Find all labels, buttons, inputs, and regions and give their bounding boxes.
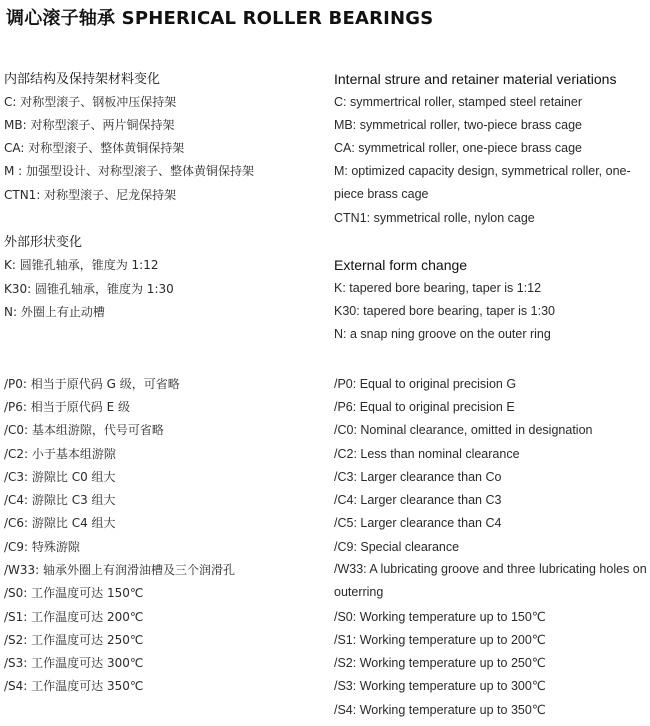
list-item: /C0: Nominal clearance, omitted in designation <box>334 423 593 437</box>
section-heading: 外部形状变化 <box>4 235 83 250</box>
list-item: N: a snap ning groove on the outer ring <box>334 327 551 341</box>
list-item: /W33: A lubricating groove and three lubricating holes on outerring <box>334 562 647 599</box>
list-item: /S2: 工作温度可达 250℃ <box>4 633 144 647</box>
list-item: /S1: Working temperature up to 200℃ <box>334 633 546 647</box>
list-item: M: optimized capacity design, symmetrical roller, one-piece brass cage <box>334 164 631 201</box>
list-item: /S3: 工作温度可达 300℃ <box>4 656 144 670</box>
list-item: /S3: Working temperature up to 300℃ <box>334 679 546 693</box>
list-item: /P0: 相当于原代码 G 级，可省略 <box>4 377 180 391</box>
list-item: /C3: Larger clearance than Co <box>334 470 502 484</box>
list-item: /C6: 游隙比 C4 组大 <box>4 516 116 530</box>
list-item: /S0: 工作温度可达 150℃ <box>4 586 144 600</box>
list-item: M : 加强型设计、对称型滚子、整体黄铜保持架 <box>4 164 255 178</box>
list-item: /S4: 工作温度可达 350℃ <box>4 679 144 693</box>
list-item: CA: 对称型滚子、整体黄铜保持架 <box>4 141 185 155</box>
list-item: CTN1: 对称型滚子、尼龙保持架 <box>4 188 177 202</box>
list-item: /C9: Special clearance <box>334 540 460 554</box>
section-heading: External form change <box>334 257 468 273</box>
page-title: 调心滚子轴承 SPHERICAL ROLLER BEARINGS <box>6 8 434 29</box>
list-item: /C9: 特殊游隙 <box>4 540 80 554</box>
list-item: /C3: 游隙比 C0 组大 <box>4 470 116 484</box>
list-item: /C2: 小于基本组游隙 <box>4 447 116 461</box>
list-item: /P6: 相当于原代码 E 级 <box>4 400 130 414</box>
list-item: C: symmertrical roller, stamped steel retainer <box>334 95 582 109</box>
list-item: /W33: 轴承外圈上有润滑油槽及三个润滑孔 <box>4 563 236 577</box>
list-item: K30: tapered bore bearing, taper is 1:30 <box>334 304 555 318</box>
list-item: N: 外圈上有止动槽 <box>4 305 105 319</box>
list-item: CA: symmetrical roller, one-piece brass cage <box>334 141 583 155</box>
list-item: C: 对称型滚子、钢板冲压保持架 <box>4 95 177 109</box>
list-item: MB: 对称型滚子、两片铜保持架 <box>4 118 175 132</box>
list-item: /S2: Working temperature up to 250℃ <box>334 656 546 670</box>
list-item: K30: 圆锥孔轴承，锥度为 1:30 <box>4 282 174 296</box>
list-item: /S1: 工作温度可达 200℃ <box>4 610 144 624</box>
list-item: /P6: Equal to original precision E <box>334 400 515 414</box>
list-item: /C4: Larger clearance than C3 <box>334 493 502 507</box>
list-item: K: tapered bore bearing, taper is 1:12 <box>334 281 542 295</box>
list-item: /C2: Less than nominal clearance <box>334 447 520 461</box>
section-heading: Internal strure and retainer material veriations <box>334 71 617 87</box>
list-item: /S0: Working temperature up to 150℃ <box>334 610 546 624</box>
list-item: CTN1: symmetrical rolle, nylon cage <box>334 211 535 225</box>
list-item: MB: symmetrical roller, two-piece brass cage <box>334 118 582 132</box>
list-item: K: 圆锥孔轴承，锥度为 1:12 <box>4 258 159 272</box>
list-item: /C4: 游隙比 C3 组大 <box>4 493 116 507</box>
list-item: /C0: 基本组游隙，代号可省略 <box>4 423 164 437</box>
list-item: /C5: Larger clearance than C4 <box>334 516 502 530</box>
list-item: /S4: Working temperature up to 350℃ <box>334 703 546 717</box>
section-heading: 内部结构及保持架材料变化 <box>4 72 161 87</box>
list-item: /P0: Equal to original precision G <box>334 377 517 391</box>
